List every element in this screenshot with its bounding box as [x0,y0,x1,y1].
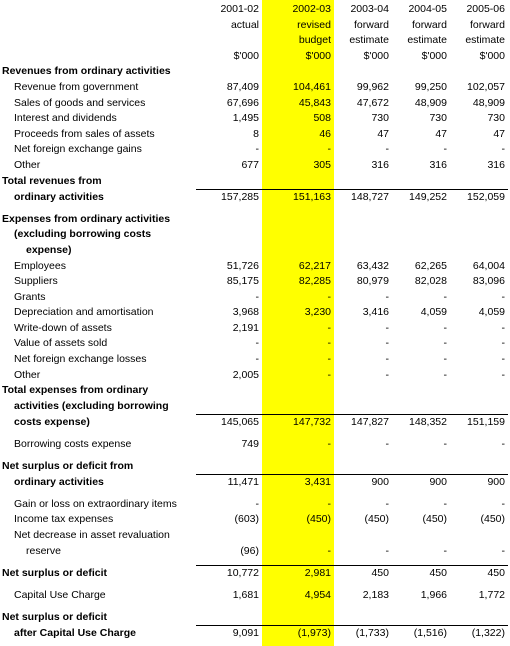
row-value: (450) [480,513,505,526]
table-row [0,336,508,352]
row-value: - [385,497,389,510]
row-value: - [501,337,505,350]
row-value: 730 [429,112,447,125]
row-value: (1,322) [450,625,508,641]
row-value: 730 [371,112,389,125]
row-value: - [385,368,389,381]
row-value: 46 [319,127,331,140]
row-value [262,383,334,399]
header-year: 2005-06 [466,3,505,15]
table-row [0,274,508,290]
row-value: (450) [364,513,389,526]
row-value: - [385,353,389,366]
row-value: 145,065 [196,415,262,431]
row-value: (1,733) [334,625,392,641]
row-value: 63,432 [356,259,389,272]
row-value: 67,696 [226,96,259,109]
row-value: 48,909 [472,96,505,109]
table-row [0,142,508,158]
row-value: (603) [234,513,259,526]
row-label: expense) [26,243,72,256]
row-value: 151,159 [450,415,508,431]
row-value [334,227,392,243]
row-value [196,64,262,80]
row-value [196,609,262,625]
row-value: - [501,143,505,156]
table-row [0,352,508,368]
row-label: Net foreign exchange losses [14,353,147,366]
header-spacer [0,18,196,34]
row-value [196,399,262,415]
financial-statement-table [0,2,508,642]
row-value [196,528,262,544]
row-value: - [443,368,447,381]
header-subtype: estimate [465,34,505,47]
row-value [450,227,508,243]
row-value [392,227,450,243]
row-value: 147,732 [262,415,334,431]
row-value: 900 [450,475,508,491]
row-value: 147,827 [334,415,392,431]
row-value: 47,672 [356,96,389,109]
row-value: 450 [450,566,508,582]
table-row [0,528,508,544]
row-value: - [385,321,389,334]
row-value: 8 [253,127,259,140]
row-value: - [501,544,505,557]
table-row [0,437,508,453]
row-value: - [501,321,505,334]
row-label: Net foreign exchange gains [14,143,142,156]
row-value [392,212,450,228]
table-row [0,321,508,337]
row-value [392,243,450,259]
row-value: 87,409 [226,80,259,93]
row-value: 3,431 [262,475,334,491]
row-value: - [327,321,331,334]
row-value: - [327,544,331,557]
row-value: 2,005 [232,368,259,381]
row-value: - [385,438,389,451]
row-value [262,227,334,243]
table-row [0,588,508,604]
row-value: 149,252 [392,190,450,206]
row-value [196,212,262,228]
row-value: - [385,544,389,557]
table-row [0,368,508,384]
row-value: 450 [392,566,450,582]
row-label: Total revenues from [2,175,102,188]
row-value: - [501,368,505,381]
row-value: 316 [429,158,447,171]
row-value: 900 [392,475,450,491]
table-row [0,111,508,127]
row-value: - [327,353,331,366]
row-label: Depreciation and amortisation [14,306,154,319]
table-row [0,96,508,112]
row-label: Grants [14,290,46,303]
row-value [392,609,450,625]
row-value: - [443,290,447,303]
table-row [0,609,508,625]
header-type: forward [411,18,447,31]
table-row [0,512,508,528]
table-row [0,80,508,96]
table-row [0,415,508,431]
row-label: costs expense) [14,416,90,429]
row-value: - [443,544,447,557]
row-value: 1,966 [420,588,447,601]
row-label: Write-down of assets [14,321,112,334]
row-value: 305 [313,158,331,171]
row-label: Expenses from ordinary activities [2,212,171,225]
row-value: 2,191 [232,321,259,334]
row-value [196,174,262,190]
row-label: reserve [26,544,62,557]
row-value [392,459,450,475]
row-value [262,459,334,475]
row-value [450,459,508,475]
row-value [450,399,508,415]
row-value: 3,416 [362,306,389,319]
row-value: 3,968 [232,306,259,319]
row-value: - [255,497,259,510]
row-value [334,609,392,625]
row-value: 749 [241,438,259,451]
table-row [0,544,508,560]
row-value: 151,163 [262,190,334,206]
row-value: - [443,337,447,350]
row-value: 316 [487,158,505,171]
row-value: 900 [334,475,392,491]
row-value [262,64,334,80]
row-value: 48,909 [414,96,447,109]
row-value: - [255,143,259,156]
row-value: 148,352 [392,415,450,431]
table-row [0,305,508,321]
row-label: Net surplus or deficit from [2,460,134,473]
row-value: - [255,290,259,303]
row-value: - [327,337,331,350]
header-unit: $'000 [305,49,331,62]
row-label: Gain or loss on extraordinary items [14,497,177,510]
header-type: forward [353,18,389,31]
row-value [262,212,334,228]
row-value [450,212,508,228]
row-label: Revenues from ordinary activities [2,65,171,78]
row-value: - [443,438,447,451]
row-value [262,609,334,625]
row-value: 80,979 [356,275,389,288]
row-value: 102,057 [467,80,505,93]
table-row [0,383,508,399]
table-row [0,190,508,206]
row-value: 45,843 [298,96,331,109]
row-value: 3,230 [304,306,331,319]
row-value: 82,285 [298,275,331,288]
header-subtype [196,33,262,49]
row-label: Other [14,158,41,171]
row-value [450,383,508,399]
table-row [0,243,508,259]
row-value: 148,727 [334,190,392,206]
row-value: (96) [240,544,259,557]
table-row [0,158,508,174]
row-value: - [385,290,389,303]
table-row [0,497,508,513]
header-type: revised [297,18,331,31]
row-value [334,459,392,475]
row-value [334,399,392,415]
row-value [450,609,508,625]
row-label: Total expenses from ordinary [2,384,149,397]
row-value: 1,772 [478,588,505,601]
header-unit: $'000 [479,49,505,62]
row-label: ordinary activities [14,191,104,204]
row-value: - [327,438,331,451]
row-value: - [443,353,447,366]
row-value: 152,059 [450,190,508,206]
row-value [262,399,334,415]
row-label: ordinary activities [14,476,104,489]
header-row-units [0,49,508,65]
row-value: 10,772 [196,566,262,582]
row-value: 508 [313,112,331,125]
row-label: Borrowing costs expense [14,438,132,451]
row-value: 730 [487,112,505,125]
row-label: Capital Use Charge [14,588,106,601]
row-value [450,528,508,544]
row-value: 9,091 [196,625,262,641]
row-value: 157,285 [196,190,262,206]
row-value: 51,726 [226,259,259,272]
row-value: 4,059 [420,306,447,319]
row-value: (1,973) [262,625,334,641]
row-label: Sales of goods and services [14,96,146,109]
row-value [392,528,450,544]
row-label: activities (excluding borrowing [14,400,169,413]
row-value: - [501,438,505,451]
row-value: 4,954 [304,588,331,601]
row-value: 316 [371,158,389,171]
row-value: - [385,337,389,350]
row-value: - [327,290,331,303]
header-subtype: estimate [349,34,389,47]
row-value [334,174,392,190]
row-value: 104,461 [293,80,331,93]
header-year: 2001-02 [220,3,259,15]
row-value [334,528,392,544]
row-value: - [443,321,447,334]
row-value: - [501,497,505,510]
row-value [392,399,450,415]
row-label: Revenue from government [14,80,139,93]
row-label: Net decrease in asset revaluation [14,529,170,541]
row-value [334,383,392,399]
row-value [262,528,334,544]
table-row [0,259,508,275]
table-row [0,625,508,641]
row-value [334,243,392,259]
header-row-type [0,18,508,34]
header-row-years [0,2,508,18]
row-value: 64,004 [472,259,505,272]
row-value: (1,516) [392,625,450,641]
row-label: (excluding borrowing costs [14,228,152,241]
row-value: 99,962 [356,80,389,93]
header-unit: $'000 [363,49,389,62]
table-row [0,566,508,582]
table-row [0,174,508,190]
table-body [0,2,508,642]
row-value [392,383,450,399]
header-spacer [0,33,196,49]
table-row [0,290,508,306]
row-value: (450) [306,513,331,526]
row-label: Net surplus or deficit [2,610,108,623]
row-value [392,174,450,190]
row-value: 85,175 [226,275,259,288]
row-label: Income tax expenses [14,513,114,526]
header-spacer [0,49,196,65]
row-label: Proceeds from sales of assets [14,127,155,140]
row-label: Other [14,368,41,381]
row-label: after Capital Use Charge [14,626,136,639]
row-value [196,227,262,243]
row-value: 47 [493,127,505,140]
row-value: - [255,353,259,366]
row-value [334,212,392,228]
table-row [0,459,508,475]
row-value: 11,471 [196,475,262,491]
row-value: 83,096 [472,275,505,288]
row-label: Employees [14,259,66,272]
row-value: 47 [435,127,447,140]
row-value: - [255,337,259,350]
row-value [196,383,262,399]
row-value: 1,681 [232,588,259,601]
row-value: - [501,353,505,366]
row-value [450,64,508,80]
row-value: - [443,143,447,156]
row-value [196,459,262,475]
header-year: 2002-03 [292,3,331,15]
row-value: 62,217 [298,259,331,272]
row-value [450,174,508,190]
table-row [0,64,508,80]
header-row-subtype [0,33,508,49]
table-row [0,475,508,491]
row-label: Net surplus or deficit [2,567,108,580]
header-subtype: estimate [407,34,447,47]
row-label: Interest and dividends [14,112,117,125]
row-value: 99,250 [414,80,447,93]
row-value [450,243,508,259]
row-label: Suppliers [14,275,58,288]
row-value: 82,028 [414,275,447,288]
row-value: - [327,368,331,381]
row-value [262,174,334,190]
row-value [262,243,334,259]
row-value: 4,059 [478,306,505,319]
table-row [0,227,508,243]
row-value: - [501,290,505,303]
row-value: 47 [377,127,389,140]
header-year: 2004-05 [408,3,447,15]
row-value: 2,183 [362,588,389,601]
row-value: - [327,497,331,510]
row-value [392,64,450,80]
table-row [0,127,508,143]
header-subtype: budget [298,34,331,47]
header-unit: $'000 [421,49,447,62]
row-value: 450 [334,566,392,582]
table-row [0,399,508,415]
row-value: (450) [422,513,447,526]
row-value: 2,981 [262,566,334,582]
header-type: forward [469,18,505,31]
table-row [0,212,508,228]
header-type: actual [230,18,259,31]
row-value: 62,265 [414,259,447,272]
row-value: - [443,497,447,510]
row-value [196,243,262,259]
header-unit: $'000 [233,49,259,62]
row-value: - [327,143,331,156]
header-spacer [0,2,196,18]
row-label: Value of assets sold [14,337,108,350]
row-value: 677 [241,158,259,171]
row-value: - [385,143,389,156]
header-year: 2003-04 [350,3,389,15]
row-value: 1,495 [232,112,259,125]
row-value [334,64,392,80]
